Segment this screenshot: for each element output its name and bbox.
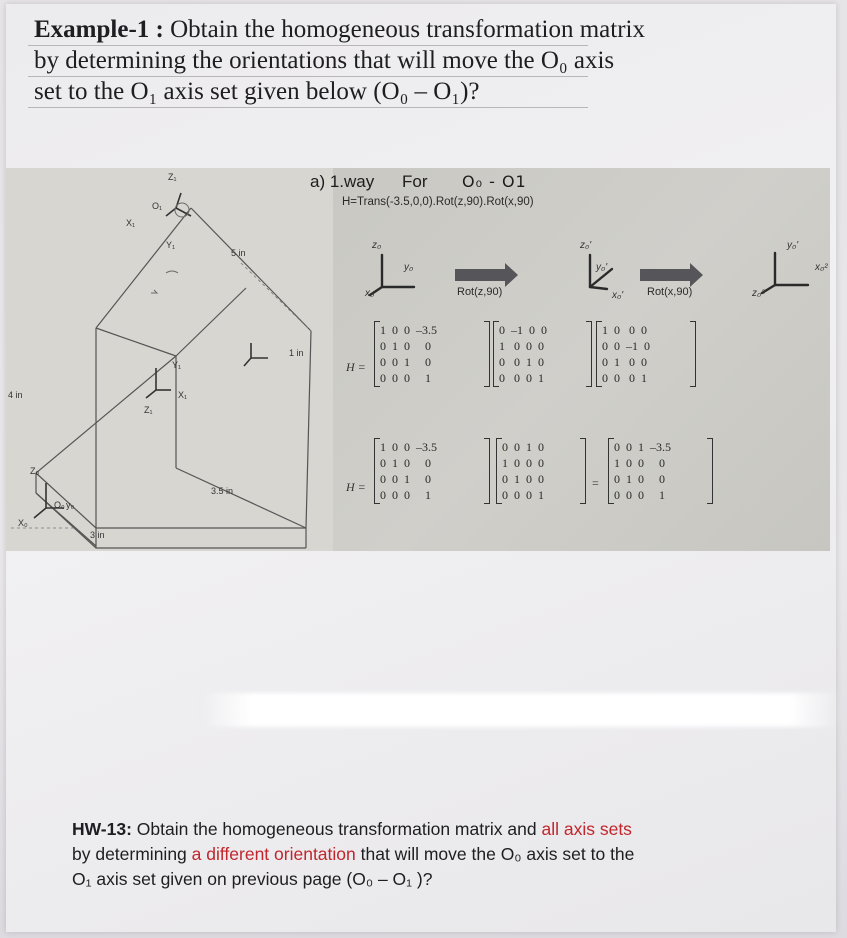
- rotx-matrix: [602, 322, 650, 386]
- bracket-right: [580, 438, 586, 504]
- label-o0: O₀: [54, 500, 65, 510]
- hw-text-1: Obtain the homogeneous transformation matrix and: [131, 819, 542, 839]
- blurred-redaction: [200, 693, 840, 727]
- hw-highlight-orientation: a different orientation: [191, 844, 356, 864]
- handwritten-o0-o1: O₀ - O1: [462, 172, 527, 191]
- hw-text-6: O₁ axis set given on previous page (O₀ – O₁ )?: [72, 869, 433, 889]
- matrix-row: 0 0 1 –3.5: [614, 440, 671, 454]
- h-symbol: H =: [346, 480, 366, 494]
- frame0-x-label: x₀: [365, 288, 375, 299]
- matrix-row: 0 1 0 0: [380, 456, 431, 470]
- hw-text-3: by determining: [72, 844, 192, 864]
- for-label: For: [402, 172, 428, 191]
- label-y1-top: Y₁: [166, 240, 176, 250]
- matrix-row: 0 0 0 1: [380, 371, 431, 385]
- matrix-row: 0 0 0 1: [499, 371, 544, 385]
- ruled-line: [28, 107, 588, 108]
- matrix-row: 0 0 1 0: [380, 472, 431, 486]
- bracket-left: [496, 438, 502, 504]
- rotz-label: Rot(z,90): [457, 286, 503, 298]
- matrix-row: 0 0 1 0: [502, 440, 544, 454]
- matrix-row: 0 1 0 0: [614, 472, 665, 486]
- frame1-z-label: z₀': [580, 240, 592, 251]
- label-y0: y₀: [66, 500, 75, 510]
- dimension-3in: 3 in: [90, 530, 105, 540]
- matrix-row: 1 0 0 0: [602, 323, 647, 337]
- trans-matrix: [380, 322, 437, 386]
- frame0-y-label: y₀: [404, 262, 414, 273]
- dimension-3-5in: 3.5 in: [211, 486, 234, 496]
- matrix-row: 1 0 0 0: [499, 339, 544, 353]
- result-matrix: [614, 439, 671, 503]
- rot-matrix-2: [502, 439, 544, 503]
- bracket-right: [586, 321, 592, 387]
- label-z1-top: Z₁: [168, 172, 177, 182]
- title-line-2: by determining the orientations that will move the O₀ axis: [34, 47, 615, 74]
- matrix-row: 0 0 1 0: [380, 355, 431, 369]
- equals-sign: =: [592, 476, 599, 490]
- title-line-1: Obtain the homogeneous transformation matrix: [163, 16, 645, 43]
- rotz-matrix: [499, 322, 547, 386]
- ruled-line: [28, 45, 588, 46]
- label-z1: Z₁: [144, 405, 153, 415]
- label-x1-top: X₁: [126, 218, 136, 228]
- label-o1: O₁: [152, 201, 163, 211]
- ruled-line: [28, 76, 588, 77]
- frame0-z-label: z₀: [372, 240, 382, 251]
- frame1-x-label: x₀': [612, 290, 624, 301]
- frame2-y-label: y₀': [787, 240, 799, 251]
- matrix-row: 1 0 0 –3.5: [380, 323, 437, 337]
- matrix-row: 1 0 0 0: [614, 456, 665, 470]
- matrix-row: 0 1 0 0: [602, 355, 647, 369]
- label-z0: Z₀: [30, 466, 40, 476]
- frame2-x-label: x₀²: [815, 262, 828, 273]
- example-label: Example-1 :: [34, 16, 164, 43]
- title-line-3: set to the O₁ axis set given below (O₀ – O₁)?: [34, 78, 480, 105]
- matrix-row: 1 0 0 0: [502, 456, 544, 470]
- bracket-right: [707, 438, 713, 504]
- matrix-row: 0 0 –1 0: [602, 339, 650, 353]
- dimension-5in: 5 in: [231, 248, 246, 258]
- example-title: [34, 14, 754, 107]
- bracket-left: [374, 438, 380, 504]
- label-y1: Y₁: [172, 360, 182, 370]
- bracket-left: [493, 321, 499, 387]
- h-symbol: H =: [346, 360, 366, 374]
- frame1-y-label: y₀': [596, 262, 608, 273]
- matrix-row: 1 0 0 –3.5: [380, 440, 437, 454]
- label-x0: X₀: [18, 518, 28, 528]
- bracket-right: [484, 438, 490, 504]
- matrix-row: 0 0 0 1: [502, 488, 544, 502]
- matrix-row: 0 0 1 0: [499, 355, 544, 369]
- matrix-row: 0 1 0 0: [380, 339, 431, 353]
- rotx-label: Rot(x,90): [647, 286, 693, 298]
- trans-matrix-2: [380, 439, 437, 503]
- dimension-1in: 1 in: [289, 348, 304, 358]
- bracket-left: [596, 321, 602, 387]
- matrix-row: 0 1 0 0: [502, 472, 544, 486]
- bracket-right: [690, 321, 696, 387]
- bracket-right: [484, 321, 490, 387]
- hw-label: HW-13:: [72, 819, 132, 839]
- way-label: a) 1.way: [310, 172, 375, 191]
- matrix-row: 0 0 0 1: [614, 488, 665, 502]
- matrix-row: 0 –1 0 0: [499, 323, 547, 337]
- dimension-4in: 4 in: [8, 390, 23, 400]
- homework-text: [72, 817, 772, 892]
- hw-text-5: that will move the O₀ axis set to the: [355, 844, 635, 864]
- label-x1: X₁: [178, 390, 188, 400]
- matrix-row: 0 0 0 1: [602, 371, 647, 385]
- transformation-formula: H=Trans(-3.5,0,0).Rot(z,90).Rot(x,90): [342, 196, 534, 208]
- frame2-z-label: z₀²: [752, 288, 765, 299]
- hw-highlight-all-axis: all axis sets: [541, 819, 632, 839]
- bracket-left: [608, 438, 614, 504]
- isometric-block-drawing: [6, 168, 333, 551]
- bracket-left: [374, 321, 380, 387]
- matrix-row: 0 0 0 1: [380, 488, 431, 502]
